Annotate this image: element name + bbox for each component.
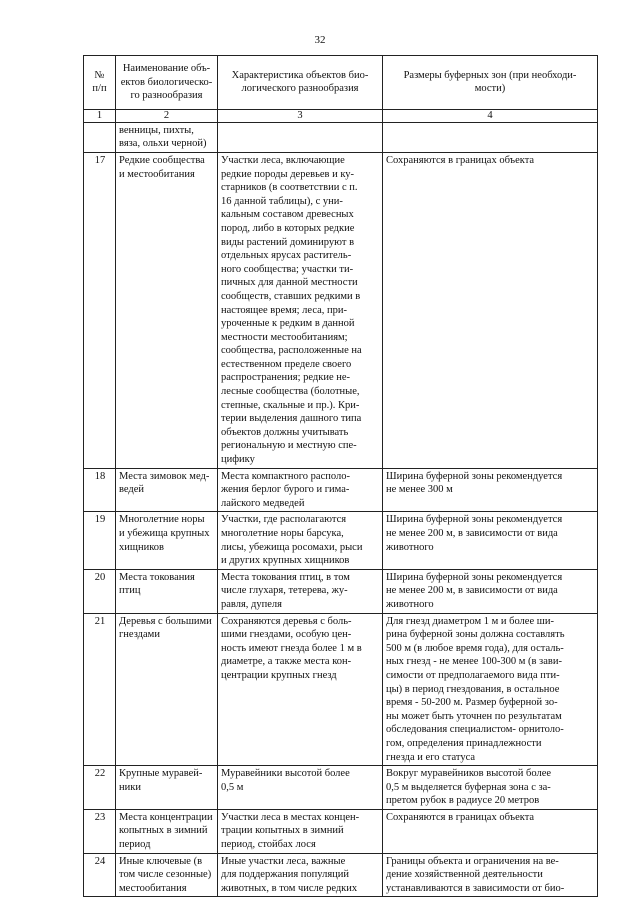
cell-name: Иные ключевые (в том числе сезонные) местообитания [116, 853, 218, 897]
table-row [84, 569, 598, 613]
table-row [84, 468, 598, 512]
cell-characteristic: Муравейники высотой более 0,5 м [218, 766, 383, 810]
cell-name: Многолетние норы и убежища крупных хищников [116, 512, 218, 569]
table-row [84, 853, 598, 897]
cell-buffer: Сохраняются в границах объекта [383, 809, 598, 853]
continuation-row [84, 122, 598, 152]
cell-name: Места концентрации копытных в зимний период [116, 809, 218, 853]
cell-name: Места зимовок мед- ведей [116, 468, 218, 512]
cell-num: 22 [84, 766, 116, 810]
table-header [84, 56, 598, 123]
header-characteristic: Характеристика объектов био- логического разнообразия [218, 56, 383, 110]
cell-characteristic: Места токования птиц, в том числе глухаря, тетерева, жу- равля, дупеля [218, 569, 383, 613]
header-num: № п/п [84, 56, 116, 110]
column-index: 2 [116, 109, 218, 122]
cell-name: Редкие сообщества и местообитания [116, 152, 218, 468]
cell-characteristic [218, 122, 383, 152]
cell-buffer: Для гнезд диаметром 1 м и более ши- рина буферной зоны должна составлять 500 м (в любое время года), для осталь- ных гнезд - не менее 100-300 м (в зави- симости от предполагаемого вида пти- цы) в период гнездования, в остальное время - 50-200 м. Размер буферной зо- ны может быть уточнен по результатам обследования специалистом- орнитоло- гом, определения принадлежности гнезда и его статуса [383, 613, 598, 766]
cell-name: венницы, пихты, вяза, ольхи черной) [116, 122, 218, 152]
cell-num: 19 [84, 512, 116, 569]
column-index: 4 [383, 109, 598, 122]
cell-buffer: Ширина буферной зоны рекомендуется не менее 300 м [383, 468, 598, 512]
cell-characteristic: Участки леса в местах концен- трации копытных в зимний период, стойбах лося [218, 809, 383, 853]
column-index-row [84, 109, 598, 122]
cell-buffer: Границы объекта и ограничения на ве- дение хозяйственной деятельности устанавливаются в зависимости от био- [383, 853, 598, 897]
table-row [84, 766, 598, 810]
cell-num: 20 [84, 569, 116, 613]
table-row [84, 809, 598, 853]
column-index: 3 [218, 109, 383, 122]
header-buffer: Размеры буферных зон (при необходи- мости) [383, 56, 598, 110]
cell-name: Крупные муравей- ники [116, 766, 218, 810]
cell-characteristic: Участки, где располагаются многолетние норы барсука, лисы, убежища росомахи, рыси и других крупных хищников [218, 512, 383, 569]
table-row [84, 613, 598, 766]
cell-buffer: Ширина буферной зоны рекомендуется не менее 200 м, в зависимости от вида животного [383, 569, 598, 613]
cell-characteristic: Иные участки леса, важные для поддержания популяций животных, в том числе редких [218, 853, 383, 897]
cell-characteristic: Сохраняются деревья с боль- шими гнездами, особую цен- ность имеют гнезда более 1 м в диаметре, а также места кон- центрации крупных гнезд [218, 613, 383, 766]
cell-buffer: Сохраняются в границах объекта [383, 152, 598, 468]
cell-characteristic: Участки леса, включающие редкие породы деревьев и ку- старников (в соответствии с п. 16 данной таблицы), с уни- кальным составом древесных пород, либо в которых редкие виды растений доминируют в отдельных ярусах раститель- ного сообщества; участки ти- пичных для данной местности сообществ, ставших редкими в настоящее время; леса, при- уроченные к редким в данной местности местообитаниям; сообщества, расположенные на естественном пределе своего распространения; редкие не- лесные сообщества (болотные, степные, скальные и пр.). Кри- терии выделения дашного типа объектов должны учитывать региональную и местную спе- цифику [218, 152, 383, 468]
cell-num: 21 [84, 613, 116, 766]
header-row [84, 56, 598, 110]
column-index: 1 [84, 109, 116, 122]
cell-buffer: Вокруг муравейников высотой более 0,5 м выделяется буферная зона с за- претом рубок в радиусе 20 метров [383, 766, 598, 810]
cell-buffer: Ширина буферной зоны рекомендуется не менее 200 м, в зависимости от вида животного [383, 512, 598, 569]
table-row [84, 512, 598, 569]
cell-num: 24 [84, 853, 116, 897]
biodiversity-table [83, 55, 598, 897]
table-row [84, 152, 598, 468]
cell-name: Деревья с большими гнездами [116, 613, 218, 766]
cell-buffer [383, 122, 598, 152]
cell-characteristic: Места компактного располо- жения берлог бурого и гима- лайского медведей [218, 468, 383, 512]
cell-num: 18 [84, 468, 116, 512]
cell-num [84, 122, 116, 152]
table-body [84, 122, 598, 897]
page-number: 32 [314, 34, 326, 46]
cell-num: 23 [84, 809, 116, 853]
cell-name: Места токования птиц [116, 569, 218, 613]
cell-num: 17 [84, 152, 116, 468]
header-name: Наименование объ- ектов биологическо- го разнообразия [116, 56, 218, 110]
